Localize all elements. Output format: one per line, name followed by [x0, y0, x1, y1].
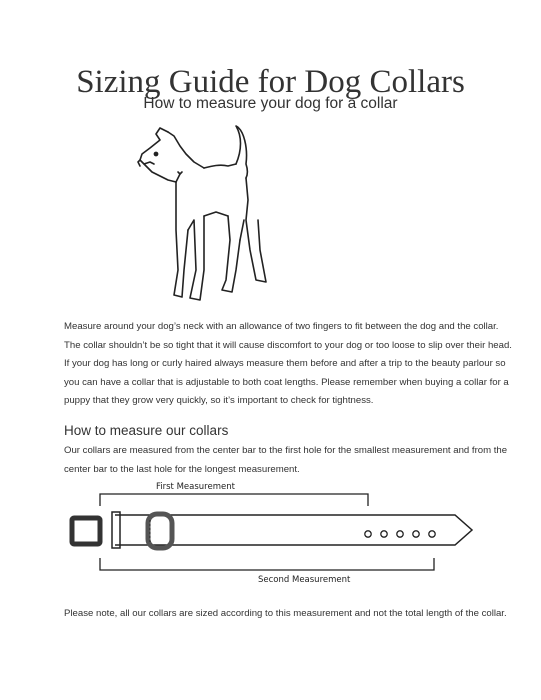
section-heading: How to measure our collars	[64, 423, 229, 438]
intro-paragraph	[64, 318, 512, 411]
section-line: Our collars are measured from the center bar to the first hole for the smallest measurement and from the	[64, 445, 508, 456]
section-line: center bar to the last hole for the longest measurement.	[64, 463, 300, 475]
intro-line: If your dog has long or curly haired always measure them before and after a trip to the beauty parlour so	[64, 358, 506, 370]
dog-illustration-icon	[130, 120, 290, 310]
collar-diagram-icon	[60, 478, 490, 588]
first-measurement-label: First Measurement	[156, 482, 235, 492]
sizing-note: Please note, all our collars are sized according to this measurement and not the total length of the collar.	[64, 608, 507, 619]
intro-line: The collar shouldn’t be so tight that it will cause discomfort to your dog or too loose to slip over their head.	[64, 339, 512, 351]
intro-line: puppy that they grow very quickly, so it’s important to check for tightness.	[64, 395, 374, 407]
intro-line: you can have a collar that is adjustable to both coat lengths. Please remember when buying a collar for a	[64, 376, 509, 388]
page-title: Sizing Guide for Dog Collars	[76, 64, 465, 100]
intro-line: Measure around your dog’s neck with an allowance of two fingers to fit between the dog and the collar.	[64, 321, 499, 332]
section-paragraph	[64, 442, 508, 479]
second-measurement-label: Second Measurement	[258, 575, 351, 585]
page-subtitle: How to measure your dog for a collar	[143, 95, 398, 112]
